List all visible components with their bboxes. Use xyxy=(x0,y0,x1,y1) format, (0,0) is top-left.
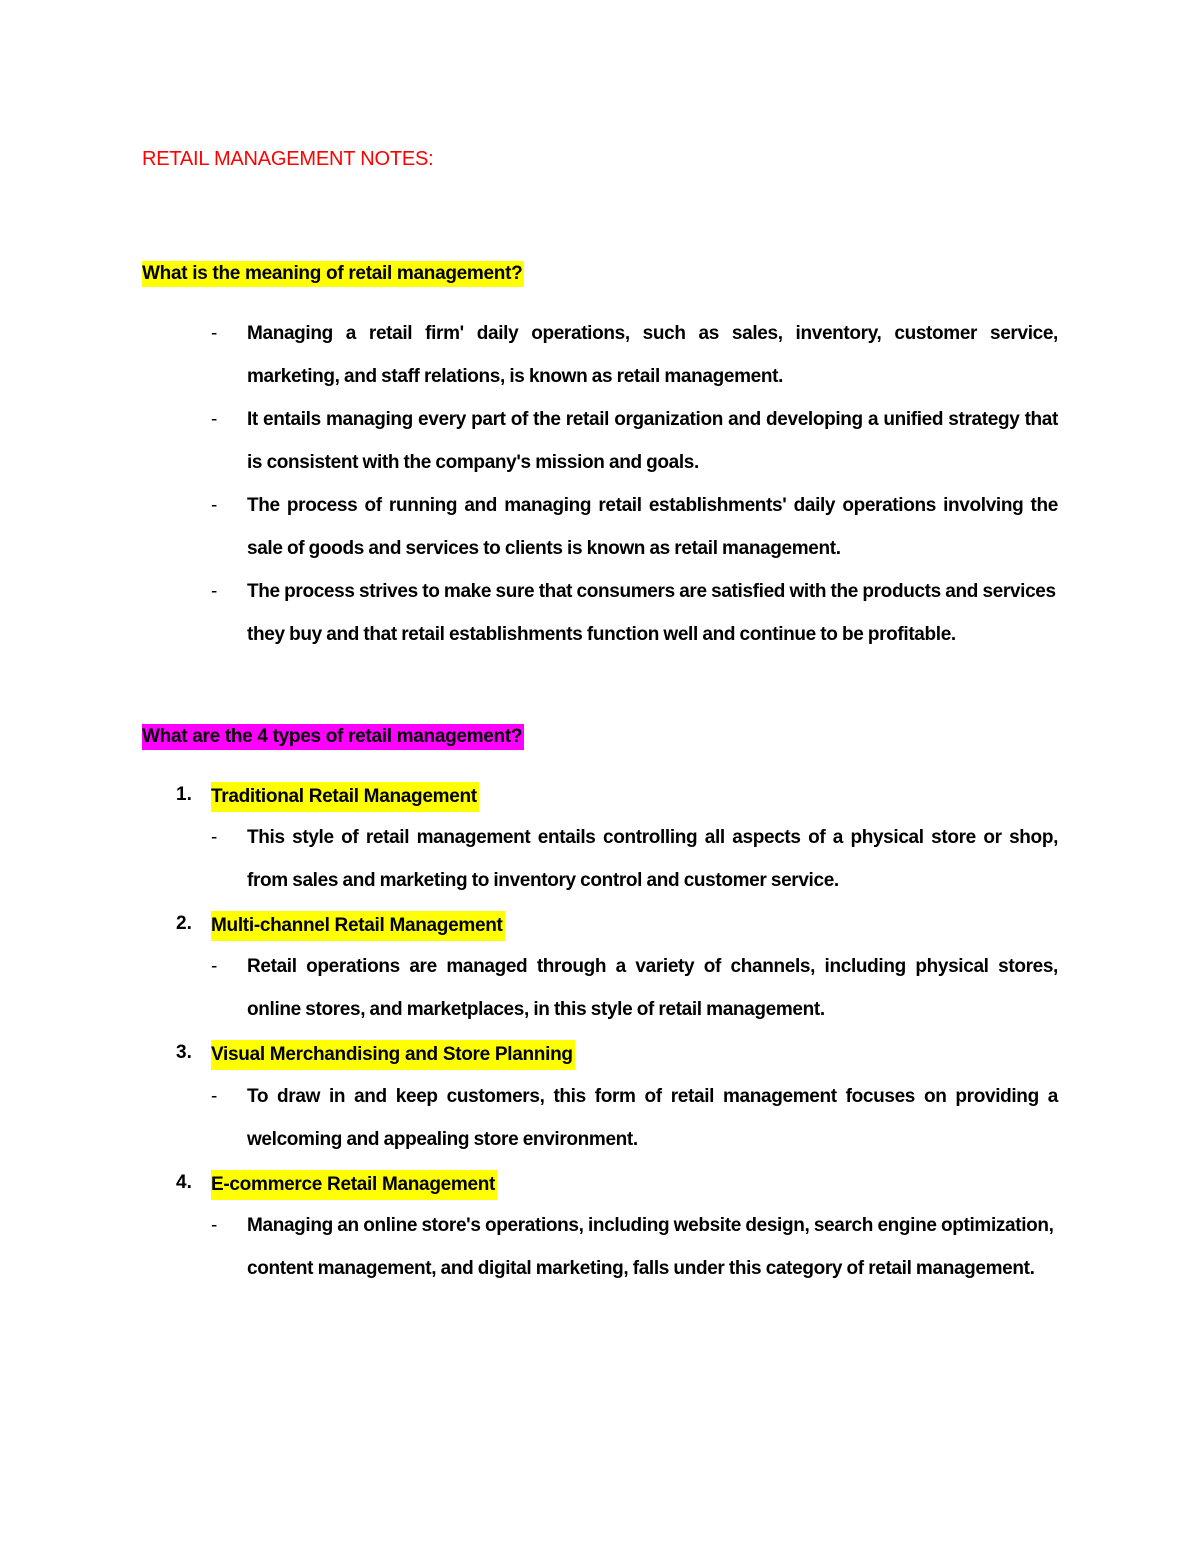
bullet-text: It entails managing every part of the retail organization and developing a unified strategy that is consistent with the company's mission and goals. xyxy=(247,409,1058,473)
bullet-text: Retail operations are managed through a variety of channels, including physical stores, online stores, and marketplaces, in this style of retail management. xyxy=(247,956,1058,1020)
bullet-text: Managing an online store's operations, including website design, search engine optimization, content management, and digital marketing, falls under this category of retail management. xyxy=(247,1215,1054,1279)
type-2-bullet-list xyxy=(0,945,1200,1031)
bullet-text: The process strives to make sure that consumers are satisfied with the products and services they buy and that retail establishments function well and continue to be profitable. xyxy=(247,581,1056,645)
type-title: Traditional Retail Management xyxy=(211,782,479,812)
bullet-text: Managing a retail firm' daily operations, such as sales, inventory, customer service, marketing, and staff relations, is known as retail management. xyxy=(247,323,1058,387)
type-title: E-commerce Retail Management xyxy=(211,1170,497,1200)
type-number: 3. xyxy=(176,1042,192,1063)
list-item xyxy=(0,312,1200,398)
dash-marker: - xyxy=(211,956,218,977)
dash-marker: - xyxy=(211,1086,218,1107)
type-1-bullet-list xyxy=(0,816,1200,902)
bullet-text: This style of retail management entails controlling all aspects of a physical store or shop, from sales and marketing to inventory control and customer service. xyxy=(247,827,1058,891)
dash-marker: - xyxy=(211,323,218,344)
list-item xyxy=(0,816,1200,902)
list-item xyxy=(0,945,1200,1031)
question-meaning xyxy=(142,261,524,286)
dash-marker: - xyxy=(211,1215,218,1236)
type-title: Visual Merchandising and Store Planning xyxy=(211,1040,575,1070)
type-3-bullet-list xyxy=(0,1075,1200,1161)
dash-marker: - xyxy=(211,409,218,430)
dash-marker: - xyxy=(211,495,218,516)
type-title: Multi-channel Retail Management xyxy=(211,911,505,941)
list-item xyxy=(0,398,1200,484)
document-title: RETAIL MANAGEMENT NOTES: xyxy=(142,148,434,170)
question-types-text: What are the 4 types of retail management? xyxy=(142,724,524,750)
list-item xyxy=(0,1204,1200,1290)
meaning-bullet-list xyxy=(0,312,1200,656)
dash-marker: - xyxy=(211,581,218,602)
list-item xyxy=(0,1075,1200,1161)
dash-marker: - xyxy=(211,827,218,848)
bullet-text: To draw in and keep customers, this form of retail management focuses on providing a welcoming and appealing store environment. xyxy=(247,1086,1058,1150)
list-item xyxy=(0,484,1200,570)
bullet-text: The process of running and managing retail establishments' daily operations involving the sale of goods and services to clients is known as retail management. xyxy=(247,495,1058,559)
type-number: 4. xyxy=(176,1172,192,1193)
list-item xyxy=(0,570,1200,656)
question-meaning-text: What is the meaning of retail management? xyxy=(142,261,524,287)
type-number: 1. xyxy=(176,784,192,805)
type-number: 2. xyxy=(176,913,192,934)
question-types xyxy=(142,724,524,749)
type-4-bullet-list xyxy=(0,1204,1200,1290)
